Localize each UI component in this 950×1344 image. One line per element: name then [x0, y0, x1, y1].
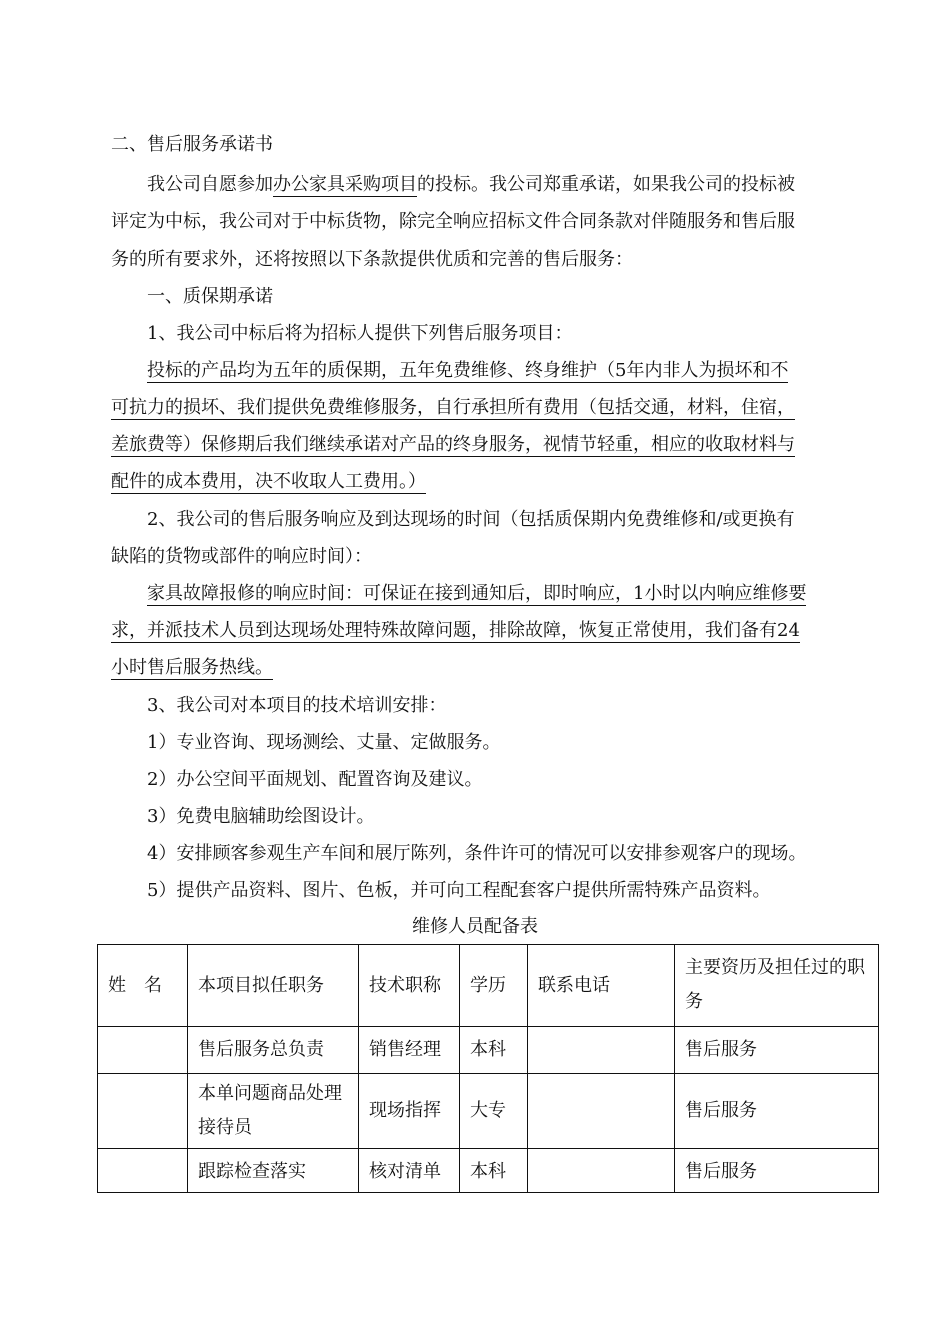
underlined-text: 可抗力的损坏、我们提供免费维修服务，自行承担所有费用（包括交通，材料，住宿， [111, 397, 795, 418]
intro-line-2: 评定为中标，我公司对于中标货物，除完全响应招标文件合同条款对伴随服务和售后服 [111, 211, 795, 232]
table-cell: 大专 [460, 1074, 528, 1149]
section-1-title: 一、质保期承诺 [147, 286, 273, 307]
table-cell: 售后服务 [675, 1074, 879, 1149]
table-cell: 本单问题商品处理接待员 [188, 1074, 359, 1149]
table-cell [528, 1027, 675, 1074]
header-cell: 技术职称 [359, 945, 460, 1027]
table-cell: 跟踪检查落实 [188, 1149, 359, 1193]
table-header-row [98, 945, 879, 1027]
project-name: 办公家具采购项目 [273, 174, 417, 195]
header-cell: 主要资历及担任过的职务 [675, 945, 879, 1027]
table-cell: 现场指挥 [359, 1074, 460, 1149]
underlined-text: 投标的产品均为五年的质保期，五年免费维修、终身维护（5年内非人为损坏和不 [147, 360, 789, 381]
item-3-point: 1）专业咨询、现场测绘、丈量、定做服务。 [147, 732, 501, 753]
item-2-line [111, 620, 800, 642]
underlined-text: 家具故障报修的响应时间：可保证在接到通知后，即时响应，1小时以内响应维修要 [147, 583, 807, 604]
item-3-point: 4）安排顾客参观生产车间和展厅陈列，条件许可的情况可以安排参观客户的现场。 [147, 843, 807, 864]
item-3-point: 3）免费电脑辅助绘图设计。 [147, 806, 375, 827]
item-2-line [111, 657, 273, 679]
table-cell [98, 1027, 188, 1074]
underlined-text: 配件的成本费用，决不收取人工费用。） [111, 471, 426, 492]
table-cell: 本科 [460, 1149, 528, 1193]
item-3-point: 2）办公空间平面规划、配置咨询及建议。 [147, 769, 483, 790]
header-cell: 学历 [460, 945, 528, 1027]
item-1-line [147, 360, 788, 382]
table-cell: 售后服务 [675, 1149, 879, 1193]
table-cell [98, 1149, 188, 1193]
underlined-text: 小时售后服务热线。 [111, 657, 273, 678]
item-1-line [111, 434, 795, 456]
intro-text: 我公司自愿参加 [147, 174, 273, 195]
staff-table [97, 944, 879, 1193]
header-cell: 姓 名 [98, 945, 188, 1027]
header-cell: 联系电话 [528, 945, 675, 1027]
underlined-text: 差旅费等）保修期后我们继续承诺对产品的终身服务，视情节轻重，相应的收取材料与 [111, 434, 795, 455]
table-row [98, 1074, 879, 1149]
underlined-text: 求，并派技术人员到达现场处理特殊故障问题，排除故障，恢复正常使用，我们备有24 [111, 620, 800, 641]
intro-line-3: 务的所有要求外，还将按照以下条款提供优质和完善的售后服务： [111, 249, 633, 270]
intro-line-1 [147, 174, 795, 196]
table-cell: 销售经理 [359, 1027, 460, 1074]
table-cell: 核对清单 [359, 1149, 460, 1193]
item-2-title: 2、我公司的售后服务响应及到达现场的时间（包括质保期内免费维修和/或更换有 [147, 509, 795, 530]
item-2-title-cont: 缺陷的货物或部件的响应时间）： [111, 546, 372, 567]
item-2-line [147, 583, 806, 605]
table-caption: 维修人员配备表 [412, 916, 538, 937]
item-3-point: 5）提供产品资料、图片、色板，并可向工程配套客户提供所需特殊产品资料。 [147, 880, 771, 901]
item-1-line [111, 397, 795, 419]
table-cell: 售后服务 [675, 1027, 879, 1074]
table-cell [528, 1074, 675, 1149]
table-cell [98, 1074, 188, 1149]
table-cell [528, 1149, 675, 1193]
table-cell: 售后服务总负责 [188, 1027, 359, 1074]
table-row [98, 1149, 879, 1193]
item-3-title: 3、我公司对本项目的技术培训安排： [147, 695, 447, 716]
item-1-title: 1、我公司中标后将为招标人提供下列售后服务项目： [147, 323, 573, 344]
table-cell: 本科 [460, 1027, 528, 1074]
intro-text: 的投标。我公司郑重承诺，如果我公司的投标被 [417, 174, 795, 195]
item-1-line [111, 471, 426, 493]
header-cell: 本项目拟任职务 [188, 945, 359, 1027]
section-heading: 二、售后服务承诺书 [111, 134, 273, 155]
table-row [98, 1027, 879, 1074]
